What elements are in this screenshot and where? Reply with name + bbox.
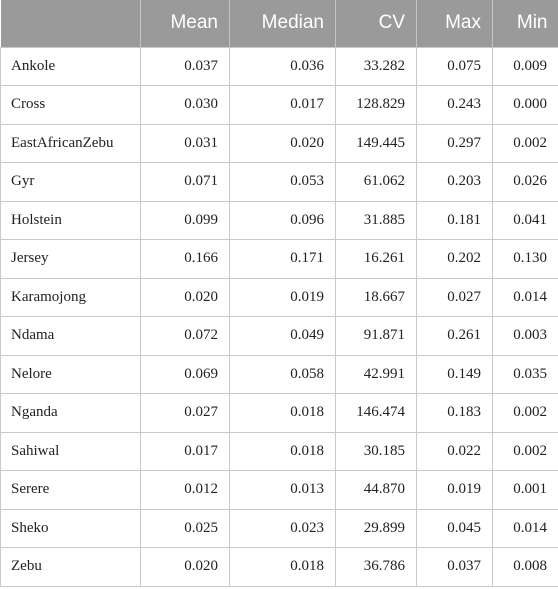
- cv-cell: 33.282: [336, 47, 417, 86]
- mean-cell: 0.020: [141, 278, 230, 317]
- min-cell: 0.009: [493, 47, 558, 86]
- table-row: [1, 471, 558, 510]
- median-cell: 0.171: [230, 240, 336, 279]
- median-cell: 0.036: [230, 47, 336, 86]
- cv-cell: 44.870: [336, 471, 417, 510]
- median-cell: 0.017: [230, 86, 336, 125]
- cv-cell: 36.786: [336, 548, 417, 587]
- breed-cell: Ndama: [1, 317, 141, 356]
- median-cell: 0.018: [230, 394, 336, 433]
- breed-cell: Zebu: [1, 548, 141, 587]
- max-cell: 0.019: [417, 471, 493, 510]
- max-cell: 0.261: [417, 317, 493, 356]
- median-cell: 0.049: [230, 317, 336, 356]
- max-cell: 0.202: [417, 240, 493, 279]
- max-cell: 0.243: [417, 86, 493, 125]
- breed-cell: Jersey: [1, 240, 141, 279]
- breed-cell: Nelore: [1, 355, 141, 394]
- max-cell: 0.181: [417, 201, 493, 240]
- header-max: Max: [417, 0, 493, 47]
- table-row: [1, 278, 558, 317]
- median-cell: 0.023: [230, 509, 336, 548]
- cv-cell: 29.899: [336, 509, 417, 548]
- median-cell: 0.020: [230, 124, 336, 163]
- cv-cell: 30.185: [336, 432, 417, 471]
- cv-cell: 61.062: [336, 163, 417, 202]
- mean-cell: 0.099: [141, 201, 230, 240]
- header-cv: CV: [336, 0, 417, 47]
- table-row: [1, 432, 558, 471]
- min-cell: 0.003: [493, 317, 558, 356]
- header-mean: Mean: [141, 0, 230, 47]
- min-cell: 0.002: [493, 432, 558, 471]
- breed-cell: Sahiwal: [1, 432, 141, 471]
- cv-cell: 91.871: [336, 317, 417, 356]
- breed-cell: EastAfricanZebu: [1, 124, 141, 163]
- cv-cell: 16.261: [336, 240, 417, 279]
- cv-cell: 42.991: [336, 355, 417, 394]
- breed-cell: Nganda: [1, 394, 141, 433]
- mean-cell: 0.037: [141, 47, 230, 86]
- breed-cell: Cross: [1, 86, 141, 125]
- mean-cell: 0.025: [141, 509, 230, 548]
- table-row: [1, 317, 558, 356]
- cv-cell: 31.885: [336, 201, 417, 240]
- max-cell: 0.045: [417, 509, 493, 548]
- table-row: [1, 47, 558, 86]
- max-cell: 0.075: [417, 47, 493, 86]
- table-row: [1, 86, 558, 125]
- table-row: [1, 355, 558, 394]
- header-corner-cell: [1, 0, 141, 47]
- min-cell: 0.000: [493, 86, 558, 125]
- mean-cell: 0.017: [141, 432, 230, 471]
- max-cell: 0.297: [417, 124, 493, 163]
- table-header: [1, 0, 558, 47]
- min-cell: 0.035: [493, 355, 558, 394]
- min-cell: 0.014: [493, 509, 558, 548]
- table-body: [1, 47, 558, 586]
- table-row: [1, 163, 558, 202]
- table-row: [1, 240, 558, 279]
- breed-cell: Karamojong: [1, 278, 141, 317]
- mean-cell: 0.012: [141, 471, 230, 510]
- table-row: [1, 548, 558, 587]
- median-cell: 0.013: [230, 471, 336, 510]
- min-cell: 0.014: [493, 278, 558, 317]
- median-cell: 0.053: [230, 163, 336, 202]
- max-cell: 0.149: [417, 355, 493, 394]
- max-cell: 0.022: [417, 432, 493, 471]
- table-row: [1, 124, 558, 163]
- median-cell: 0.019: [230, 278, 336, 317]
- header-median: Median: [230, 0, 336, 47]
- mean-cell: 0.027: [141, 394, 230, 433]
- mean-cell: 0.166: [141, 240, 230, 279]
- min-cell: 0.130: [493, 240, 558, 279]
- max-cell: 0.203: [417, 163, 493, 202]
- min-cell: 0.008: [493, 548, 558, 587]
- table-row: [1, 201, 558, 240]
- mean-cell: 0.069: [141, 355, 230, 394]
- breed-cell: Serere: [1, 471, 141, 510]
- breed-cell: Sheko: [1, 509, 141, 548]
- max-cell: 0.183: [417, 394, 493, 433]
- breed-cell: Holstein: [1, 201, 141, 240]
- min-cell: 0.002: [493, 124, 558, 163]
- min-cell: 0.002: [493, 394, 558, 433]
- breed-cell: Ankole: [1, 47, 141, 86]
- header-min: Min: [493, 0, 558, 47]
- max-cell: 0.037: [417, 548, 493, 587]
- median-cell: 0.058: [230, 355, 336, 394]
- breed-cell: Gyr: [1, 163, 141, 202]
- max-cell: 0.027: [417, 278, 493, 317]
- cv-cell: 18.667: [336, 278, 417, 317]
- table-row: [1, 509, 558, 548]
- cv-cell: 128.829: [336, 86, 417, 125]
- mean-cell: 0.072: [141, 317, 230, 356]
- min-cell: 0.001: [493, 471, 558, 510]
- cv-cell: 149.445: [336, 124, 417, 163]
- cv-cell: 146.474: [336, 394, 417, 433]
- mean-cell: 0.020: [141, 548, 230, 587]
- header-row: [1, 0, 558, 47]
- mean-cell: 0.031: [141, 124, 230, 163]
- median-cell: 0.018: [230, 432, 336, 471]
- median-cell: 0.096: [230, 201, 336, 240]
- mean-cell: 0.071: [141, 163, 230, 202]
- table-row: [1, 394, 558, 433]
- min-cell: 0.026: [493, 163, 558, 202]
- min-cell: 0.041: [493, 201, 558, 240]
- median-cell: 0.018: [230, 548, 336, 587]
- mean-cell: 0.030: [141, 86, 230, 125]
